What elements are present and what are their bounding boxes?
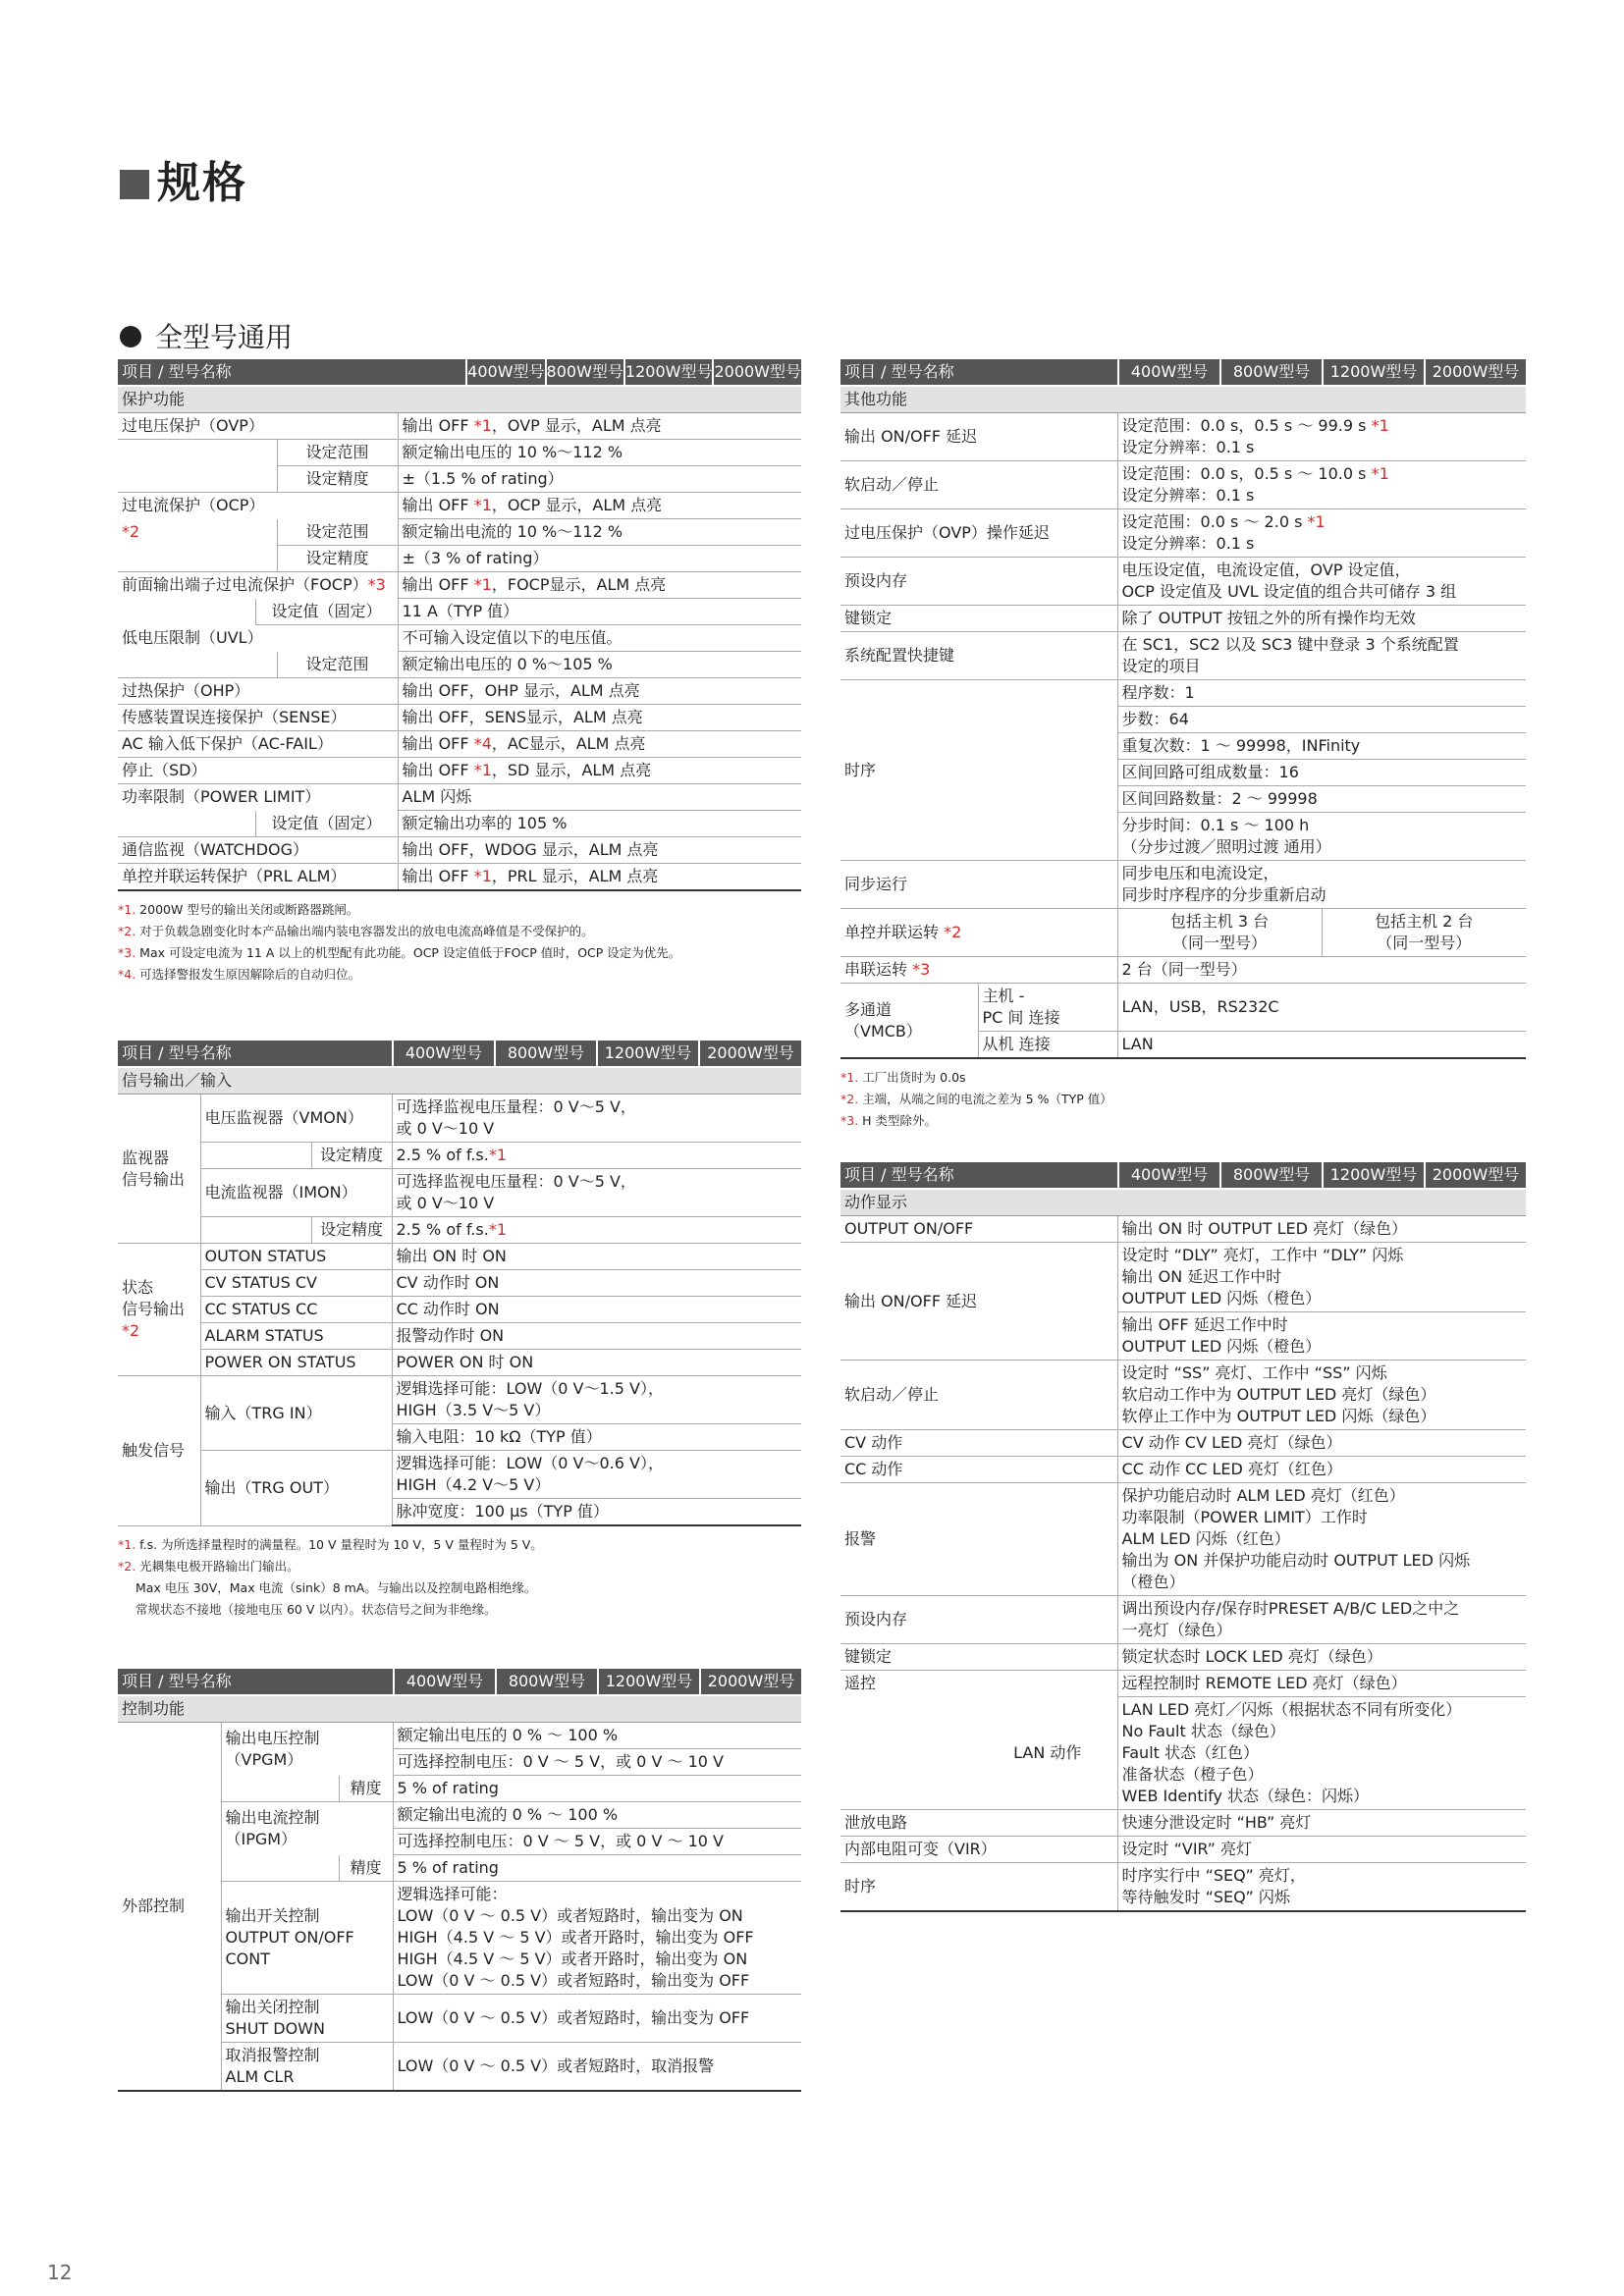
header-item: 项目 / 型号名称 xyxy=(118,1041,392,1067)
item-value: 区间回路可组成数量：16 xyxy=(1117,760,1526,786)
item-name: 单控并联运转保护（PRL ALM） xyxy=(118,864,398,891)
item-value: 5 % of rating xyxy=(393,1855,801,1882)
footnote: *3. Max 可设定电流为 11 A 以上的机型配有此功能。OCP 设定值低于FOCP 值时，OCP 设定为优先。 xyxy=(118,945,681,960)
footnote: *2. 主端，从端之间的电流之差为 5 %（TYP 值） xyxy=(840,1092,1112,1106)
item-value: 包括主机 3 台 （同一型号） xyxy=(1117,909,1322,957)
header-item: 项目 / 型号名称 xyxy=(118,1669,393,1695)
item-name: 遥控 xyxy=(844,1674,877,1693)
header-model: 1200W型号 xyxy=(597,1669,699,1694)
group-label: 监视器 信号输出 xyxy=(118,1095,200,1244)
page-title: 规格 xyxy=(120,147,247,210)
item-value: 报警动作时 ON xyxy=(392,1323,801,1350)
table-header-row xyxy=(840,1162,1526,1189)
item-value: 额定输出功率的 105 % xyxy=(398,811,801,837)
circle-bullet-icon xyxy=(120,326,141,347)
item-value: 除了 OUTPUT 按钮之外的所有操作均无效 xyxy=(1117,606,1526,632)
item-name: 功率限制（POWER LIMIT） xyxy=(122,787,321,807)
item-value: LOW（0 V ～ 0.5 V）或者短路时，输出变为 OFF xyxy=(393,1995,801,2043)
item-name: CC STATUS CC xyxy=(200,1297,392,1323)
item-value: 区间回路数量：2 ～ 99998 xyxy=(1117,786,1526,813)
item-value: 保护功能启动时 ALM LED 亮灯（红色） 功率限制（POWER LIMIT）工作时 ALM LED 闪烁（红色） 输出为 ON 并保护功能启动时 OUTPUT LED 闪烁 （橙色） xyxy=(1117,1483,1526,1596)
item-name: 过电压保护（OVP） xyxy=(118,413,398,440)
item-value: 可选择控制电压：0 V ～ 5 V，或 0 V ～ 10 V xyxy=(393,1749,801,1776)
item-value: 设定范围：0.0 s ～ 2.0 s *1 设定分辨率：0.1 s xyxy=(1117,509,1526,558)
control-block xyxy=(118,1669,801,2092)
table-header-row xyxy=(118,1669,801,1695)
item-value: 分步时间：0.1 s ～ 100 h （分步过渡／照明过渡 通用） xyxy=(1117,813,1526,861)
item-name: 多通道 （VMCB） xyxy=(840,984,978,1059)
item-name: 键锁定 xyxy=(840,1644,1117,1671)
item-value: CV 动作 CV LED 亮灯（绿色） xyxy=(1117,1430,1526,1457)
sub-label: 从机 连接 xyxy=(978,1032,1117,1059)
item-name: OUTPUT ON/OFF xyxy=(840,1216,1117,1243)
header-model: 800W型号 xyxy=(494,1041,596,1066)
item-value: 设定范围：0.0 s，0.5 s ～ 10.0 s *1 设定分辨率：0.1 s xyxy=(1117,461,1526,509)
item-name: POWER ON STATUS xyxy=(200,1350,392,1376)
item-value: 输出 ON 时 OUTPUT LED 亮灯（绿色） xyxy=(1117,1216,1526,1243)
footnotes xyxy=(118,1534,801,1621)
item-name: 停止（SD） xyxy=(118,758,398,784)
item-value: 不可输入设定值以下的电压值。 xyxy=(398,625,801,652)
sub-label: 设定范围 xyxy=(277,652,398,678)
signal-io-table xyxy=(118,1041,801,1526)
section-heading: 全型号通用 xyxy=(120,316,293,355)
item-name: 输出（TRG OUT） xyxy=(200,1451,392,1526)
item-name: 电压监视器（VMON） xyxy=(200,1095,392,1143)
item-value: 步数：64 xyxy=(1117,707,1526,733)
sub-label: 主机 - PC 间 连接 xyxy=(978,984,1117,1032)
item-value: 时序实行中 “SEQ” 亮灯， 等待触发时 “SEQ” 闪烁 xyxy=(1117,1863,1526,1912)
sub-label: 设定范围 xyxy=(277,519,398,546)
item-name: OUTON STATUS xyxy=(200,1244,392,1270)
item-value: POWER ON 时 ON xyxy=(392,1350,801,1376)
header-model: 2000W型号 xyxy=(712,359,801,385)
item-value: 输出 OFF *4，AC显示，ALM 点亮 xyxy=(398,731,801,758)
item-name: AC 输入低下保护（AC-FAIL） xyxy=(118,731,398,758)
item-value: CC 动作 CC LED 亮灯（红色） xyxy=(1117,1457,1526,1483)
sub-label: 设定范围 xyxy=(277,440,398,466)
item-value: 重复次数：1 ～ 99998，INFinity xyxy=(1117,733,1526,760)
item-value: 输出 OFF，SENS显示，ALM 点亮 xyxy=(398,705,801,731)
group-label: 触发信号 xyxy=(118,1376,200,1526)
header-item: 项目 / 型号名称 xyxy=(840,359,1117,386)
item-value: 输出 OFF 延迟工作中时 OUTPUT LED 闪烁（橙色） xyxy=(1117,1312,1526,1361)
item-value: 设定时 “VIR” 亮灯 xyxy=(1117,1837,1526,1863)
note-ref: *2 xyxy=(122,522,140,541)
header-model: 800W型号 xyxy=(1219,359,1322,385)
header-item: 项目 / 型号名称 xyxy=(840,1162,1117,1189)
header-model: 800W型号 xyxy=(495,1669,597,1694)
item-name: 电流监视器（IMON） xyxy=(200,1169,392,1217)
item-name: 报警 xyxy=(840,1483,1117,1596)
item-value: LOW（0 V ～ 0.5 V）或者短路时，取消报警 xyxy=(393,2043,801,2092)
item-value: 可选择监视电压量程：0 V～5 V， 或 0 V～10 V xyxy=(392,1095,801,1143)
other-block xyxy=(840,359,1526,1132)
group-label: 状态 信号输出 *2 xyxy=(118,1244,200,1376)
item-value: ±（1.5 % of rating） xyxy=(398,466,801,493)
item-value: 11 A（TYP 值） xyxy=(398,599,801,625)
item-value: 额定输出电压的 10 %～112 % xyxy=(398,440,801,466)
item-value: 输出 OFF *1，FOCP显示，ALM 点亮 xyxy=(398,572,801,599)
display-block xyxy=(840,1162,1526,1912)
item-value: 设定时 “SS” 亮灯、工作中 “SS” 闪烁 软启动工作中为 OUTPUT LED 亮灯（绿色） 软停止工作中为 OUTPUT LED 闪烁（绿色） xyxy=(1117,1361,1526,1430)
footnote: *1. f.s. 为所选择量程时的满量程。10 V 量程时为 10 V，5 V 量程时为 5 V。 xyxy=(118,1537,543,1552)
header-model: 2000W型号 xyxy=(698,1041,801,1066)
sub-label: 设定精度 xyxy=(277,466,398,493)
header-model: 400W型号 xyxy=(1117,359,1219,385)
item-value: 输出 OFF *1，OVP 显示，ALM 点亮 xyxy=(398,413,801,440)
sub-label: 精度 xyxy=(339,1855,393,1882)
item-name: 同步运行 xyxy=(840,861,1117,909)
item-value: ±（3 % of rating） xyxy=(398,546,801,572)
item-name: CV STATUS CV xyxy=(200,1270,392,1297)
footnote: 常规状态不接地（接地电压 60 V 以内）。状态信号之间为非绝缘。 xyxy=(135,1602,497,1617)
item-name: 单控并联运转 *2 xyxy=(840,909,1117,957)
protection-block xyxy=(118,359,801,986)
signal-io-block xyxy=(118,1041,801,1621)
item-value: 包括主机 2 台 （同一型号） xyxy=(1322,909,1526,957)
header-model: 2000W型号 xyxy=(1424,359,1526,385)
sub-label: LAN 动作 xyxy=(978,1697,1117,1810)
header-model: 1200W型号 xyxy=(1322,359,1424,385)
control-table xyxy=(118,1669,801,2092)
other-table xyxy=(840,359,1526,1059)
protection-table xyxy=(118,359,801,891)
item-value: 锁定状态时 LOCK LED 亮灯（绿色） xyxy=(1117,1644,1526,1671)
item-value: 脉冲宽度：100 μs（TYP 值） xyxy=(392,1499,801,1526)
item-name: 取消报警控制 ALM CLR xyxy=(221,2043,393,2092)
item-name: 输入（TRG IN） xyxy=(200,1376,392,1451)
header-model: 1200W型号 xyxy=(623,359,713,385)
footnote: *3. H 类型除外。 xyxy=(840,1113,938,1128)
table-header-row xyxy=(118,1041,801,1067)
sub-label: 设定值（固定） xyxy=(255,811,398,837)
item-name: 输出电流控制 （IPGM） xyxy=(221,1802,393,1855)
item-name: CC 动作 xyxy=(840,1457,1117,1483)
item-value: 程序数：1 xyxy=(1117,680,1526,707)
footnote: *2. 对于负载急剧变化时本产品输出端内装电容器发出的放电电流高峰值是不受保护的。 xyxy=(118,924,594,938)
item-value: 2.5 % of f.s.*1 xyxy=(392,1143,801,1169)
header-model: 2000W型号 xyxy=(699,1669,801,1694)
item-name: ALARM STATUS xyxy=(200,1323,392,1350)
item-name: 预设内存 xyxy=(840,558,1117,606)
item-value: ALM 闪烁 xyxy=(398,784,801,811)
item-name: 输出关闭控制 SHUT DOWN xyxy=(221,1995,393,2043)
item-value: 在 SC1，SC2 以及 SC3 键中登录 3 个系统配置 设定的项目 xyxy=(1117,632,1526,680)
item-name: 键锁定 xyxy=(840,606,1117,632)
header-model: 400W型号 xyxy=(465,359,544,385)
item-name: 过热保护（OHP） xyxy=(118,678,398,705)
item-value: 额定输出电流的 10 %～112 % xyxy=(398,519,801,546)
item-value: 电压设定值，电流设定值，OVP 设定值， OCP 设定值及 UVL 设定值的组合共可储存 3 组 xyxy=(1117,558,1526,606)
item-value: 输出 OFF，WDOG 显示，ALM 点亮 xyxy=(398,837,801,864)
table-header-row xyxy=(840,359,1526,386)
item-value: CC 动作时 ON xyxy=(392,1297,801,1323)
page-number: 12 xyxy=(47,2261,73,2284)
header-model: 400W型号 xyxy=(392,1041,494,1066)
category-row: 其他功能 xyxy=(840,386,1526,413)
item-name: 输出电压控制 （VPGM） xyxy=(221,1723,393,1776)
item-name: 时序 xyxy=(840,680,1117,861)
sub-label: 设定精度 xyxy=(311,1217,392,1244)
header-item: 项目 / 型号名称 xyxy=(118,359,398,386)
item-name: 输出 ON/OFF 延迟 xyxy=(840,413,1117,461)
item-name: 过电流保护（OCP） xyxy=(122,496,265,515)
item-value: 5 % of rating xyxy=(393,1776,801,1802)
header-model: 800W型号 xyxy=(545,359,623,385)
sub-label: 设定值（固定） xyxy=(255,599,398,625)
footnotes xyxy=(840,1067,1526,1132)
display-table xyxy=(840,1162,1526,1912)
item-value: 快速分泄设定时 “HB” 亮灯 xyxy=(1117,1810,1526,1837)
item-value: 输入电阻：10 kΩ（TYP 值） xyxy=(392,1424,801,1451)
table-header-row xyxy=(118,359,801,386)
item-value: 逻辑选择可能：LOW（0 V～1.5 V）， HIGH（3.5 V～5 V） xyxy=(392,1376,801,1424)
footnote: *1. 工厂出货时为 0.0s xyxy=(840,1070,966,1085)
header-model: 1200W型号 xyxy=(1322,1162,1424,1188)
item-value: LAN LED 亮灯／闪烁（根据状态不同有所变化） No Fault 状态（绿色） Fault 状态（红色） 准备状态（橙子色） WEB Identify 状态（绿色：闪烁） xyxy=(1117,1697,1526,1810)
item-name: 输出开关控制 OUTPUT ON/OFF CONT xyxy=(221,1882,393,1995)
item-value: 输出 OFF，OHP 显示，ALM 点亮 xyxy=(398,678,801,705)
item-value: LAN xyxy=(1117,1032,1526,1059)
item-name: 传感装置误连接保护（SENSE） xyxy=(118,705,398,731)
sub-label: 精度 xyxy=(339,1776,393,1802)
sub-label: 设定精度 xyxy=(277,546,398,572)
item-name: 输出 ON/OFF 延迟 xyxy=(840,1243,1117,1361)
item-value: 输出 OFF *1，SD 显示，ALM 点亮 xyxy=(398,758,801,784)
footnote: *4. 可选择警报发生原因解除后的自动归位。 xyxy=(118,967,361,982)
header-model: 400W型号 xyxy=(1117,1162,1219,1188)
item-value: 远程控制时 REMOTE LED 亮灯（绿色） xyxy=(1117,1671,1526,1697)
item-value: 额定输出电压的 0 % ～ 100 % xyxy=(393,1723,801,1749)
item-value: LAN，USB，RS232C xyxy=(1117,984,1526,1032)
item-value: 调出预设内存/保存时PRESET A/B/C LED之中之 一亮灯（绿色） xyxy=(1117,1596,1526,1644)
footnote: *1. 2000W 型号的输出关闭或断路器跳闸。 xyxy=(118,902,359,917)
item-name: 低电压限制（UVL） xyxy=(122,628,263,648)
category-row: 控制功能 xyxy=(118,1695,801,1723)
item-value: 输出 OFF *1，OCP 显示，ALM 点亮 xyxy=(398,493,801,519)
item-name: 内部电阻可变（VIR） xyxy=(840,1837,1117,1863)
category-row: 保护功能 xyxy=(118,386,801,413)
item-name: 前面输出端子过电流保护（FOCP）*3 xyxy=(122,575,386,595)
item-name: 串联运转 *3 xyxy=(840,957,1117,984)
item-value: 设定范围：0.0 s，0.5 s ～ 99.9 s *1 设定分辨率：0.1 s xyxy=(1117,413,1526,461)
footnote: Max 电压 30V，Max 电流（sink）8 mA。与输出以及控制电路相绝缘。 xyxy=(135,1580,537,1595)
group-label: 外部控制 xyxy=(118,1723,221,2092)
item-value: 额定输出电流的 0 % ～ 100 % xyxy=(393,1802,801,1829)
item-name: 泄放电路 xyxy=(840,1810,1117,1837)
item-value: 逻辑选择可能：LOW（0 V～0.6 V）， HIGH（4.2 V～5 V） xyxy=(392,1451,801,1499)
item-value: 2 台（同一型号） xyxy=(1117,957,1526,984)
item-value: 可选择监视电压量程：0 V～5 V， 或 0 V～10 V xyxy=(392,1169,801,1217)
header-model: 2000W型号 xyxy=(1424,1162,1526,1188)
category-row: 信号输出／输入 xyxy=(118,1067,801,1095)
square-bullet-icon xyxy=(120,170,149,199)
header-model: 400W型号 xyxy=(393,1669,495,1694)
item-name: 时序 xyxy=(840,1863,1117,1912)
item-value: 可选择控制电压：0 V ～ 5 V，或 0 V ～ 10 V xyxy=(393,1829,801,1855)
item-name: 过电压保护（OVP）操作延迟 xyxy=(840,509,1117,558)
item-value: 2.5 % of f.s.*1 xyxy=(392,1217,801,1244)
item-name: 系统配置快捷键 xyxy=(840,632,1117,680)
item-value: 输出 ON 时 ON xyxy=(392,1244,801,1270)
item-name: CV 动作 xyxy=(840,1430,1117,1457)
item-value: 逻辑选择可能： LOW（0 V ～ 0.5 V）或者短路时，输出变为 ON HIGH（4.5 V ～ 5 V）或者开路时，输出变为 OFF HIGH（4.5 V ～ 5 V）或者开路时，输出变为 ON LOW（0 V ～ 0.5 V）或者短路时，输出变为 OFF xyxy=(393,1882,801,1995)
item-name: 通信监视（WATCHDOG） xyxy=(118,837,398,864)
item-name: 预设内存 xyxy=(840,1596,1117,1644)
footnote: *2. 光耦集电极开路输出门输出。 xyxy=(118,1559,299,1574)
category-row: 动作显示 xyxy=(840,1189,1526,1216)
item-value: 额定输出电压的 0 %～105 % xyxy=(398,652,801,678)
item-name: 软启动／停止 xyxy=(840,461,1117,509)
item-value: CV 动作时 ON xyxy=(392,1270,801,1297)
item-name: 软启动／停止 xyxy=(840,1361,1117,1430)
item-value: 输出 OFF *1，PRL 显示，ALM 点亮 xyxy=(398,864,801,891)
header-model: 800W型号 xyxy=(1219,1162,1322,1188)
sub-label: 设定精度 xyxy=(311,1143,392,1169)
header-model: 1200W型号 xyxy=(596,1041,698,1066)
item-value: 设定时 “DLY” 亮灯，工作中 “DLY” 闪烁 输出 ON 延迟工作中时 OUTPUT LED 闪烁（橙色） xyxy=(1117,1243,1526,1312)
item-value: 同步电压和电流设定， 同步时序程序的分步重新启动 xyxy=(1117,861,1526,909)
footnotes xyxy=(118,899,801,986)
